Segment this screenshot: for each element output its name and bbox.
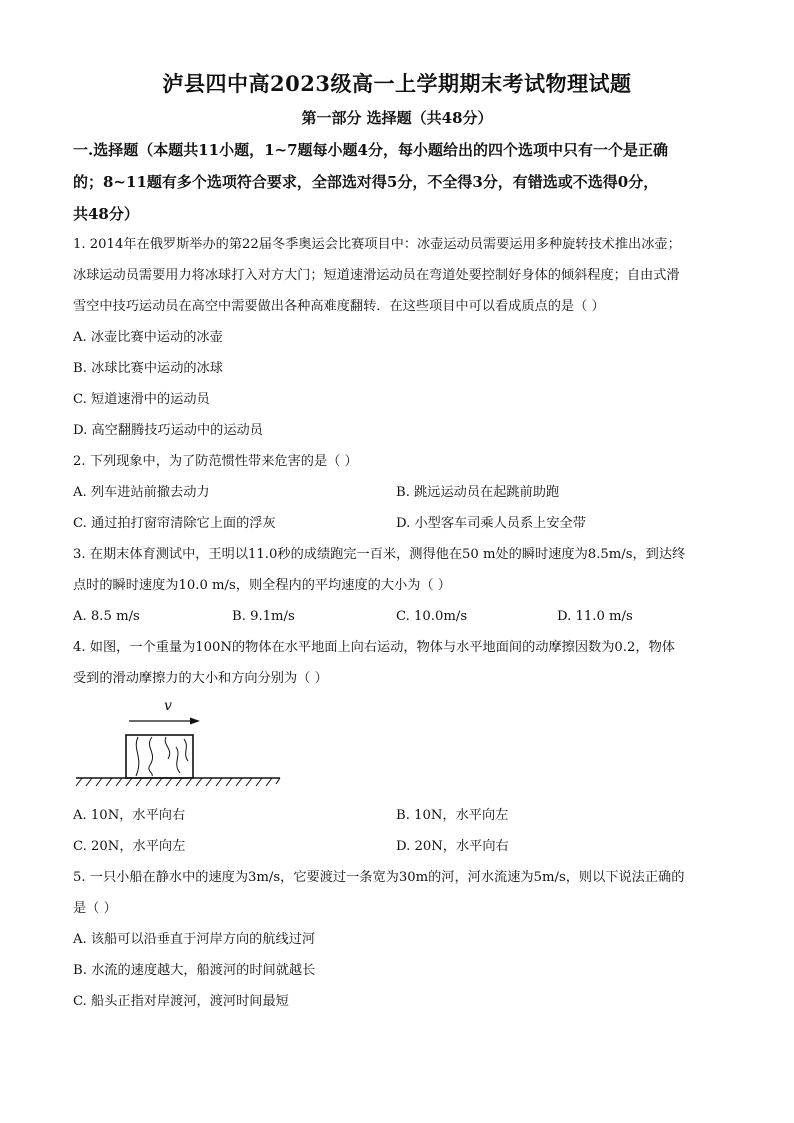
- ground-hatching: [76, 778, 280, 786]
- q5-stem-line: 是（ ）: [73, 901, 117, 916]
- q4-option-a[interactable]: A. 10N，水平向右: [73, 808, 186, 823]
- section-line: 的；8~11题有多个选项符合要求，全部选对得5分，不全得3分，有错选或不选得0分，: [73, 173, 659, 191]
- q5-option-c[interactable]: C. 船头正指对岸渡河，渡河时间最短: [73, 994, 289, 1009]
- q5-option-b[interactable]: B. 水流的速度越大，船渡河的时间就越长: [73, 963, 316, 978]
- q3-option-b[interactable]: B. 9.1m/s: [232, 609, 295, 624]
- part-heading: 第一部分 选择题（共48分）: [301, 109, 493, 127]
- q3-option-a[interactable]: A. 8.5 m/s: [73, 609, 140, 624]
- q4-option-d[interactable]: D. 20N，水平向右: [396, 839, 509, 854]
- q4-option-b[interactable]: B. 10N，水平向左: [396, 808, 509, 823]
- q3-stem-line: 3. 在期末体育测试中，王明以11.0秒的成绩跑完一百米，测得他在50 m处的瞬时速度为8.5m/s，到达终: [73, 547, 686, 562]
- velocity-arrow-head: [190, 718, 200, 725]
- q1-stem-line: 1. 2014年在俄罗斯举办的第22届冬季奥运会比赛项目中：冰壶运动员需要运用多种旋转技术推出冰壶；: [73, 237, 681, 252]
- q2-option-d[interactable]: D. 小型客车司乘人员系上安全带: [396, 516, 586, 531]
- block-on-ground-diagram: [72, 695, 282, 795]
- q1-option-a[interactable]: A. 冰壶比赛中运动的冰壶: [73, 330, 223, 345]
- section-instructions: [73, 134, 733, 230]
- q1-option-b[interactable]: B. 冰球比赛中运动的冰球: [73, 361, 223, 376]
- q2-option-a[interactable]: A. 列车进站前撤去动力: [73, 485, 210, 500]
- q1-stem-line: 雪空中技巧运动员在高空中需要做出各种高难度翻转．在这些项目中可以看成质点的是（ ）: [73, 299, 605, 314]
- q2-option-c[interactable]: C. 通过拍打窗帘清除它上面的浮灰: [73, 516, 276, 531]
- q4-stem-line: 4. 如图，一个重量为100N的物体在水平地面上向右运动，物体与水平地面间的动摩擦因数为0.2，物体: [73, 640, 675, 655]
- q4-figure: [72, 695, 282, 795]
- q3-option-c[interactable]: C. 10.0m/s: [396, 609, 468, 624]
- q1-option-d[interactable]: D. 高空翻腾技巧运动中的运动员: [73, 423, 263, 438]
- q3-option-d[interactable]: D. 11.0 m/s: [557, 609, 633, 624]
- q5-option-a[interactable]: A. 该船可以沿垂直于河岸方向的航线过河: [73, 932, 316, 947]
- velocity-label: v: [164, 698, 172, 714]
- q2-option-b[interactable]: B. 跳远运动员在起跳前助跑: [396, 485, 560, 500]
- q4-stem-line: 受到的滑动摩擦力的大小和方向分别为（ ）: [73, 671, 328, 686]
- block: [126, 735, 193, 778]
- q5-stem-line: 5. 一只小船在静水中的速度为3m/s，它要渡过一条宽为30m的河，河水流速为5m/s，则以下说法正确的: [73, 870, 685, 885]
- q1-option-c[interactable]: C. 短道速滑中的运动员: [73, 392, 210, 407]
- q4-option-c[interactable]: C. 20N，水平向左: [73, 839, 186, 854]
- q2-stem: 2. 下列现象中，为了防范惯性带来危害的是（ ）: [73, 454, 358, 469]
- section-line: 一.选择题（本题共11小题，1~7题每小题4分，每小题给出的四个选项中只有一个是正确: [73, 141, 668, 159]
- q3-stem-line: 点时的瞬时速度为10.0 m/s，则全程内的平均速度的大小为（ ）: [73, 578, 451, 593]
- section-line: 共48分）: [73, 205, 139, 223]
- q1-stem-line: 冰球运动员需要用力将冰球打入对方大门；短道速滑运动员在弯道处要控制好身体的倾斜程度；自由式滑: [73, 268, 680, 283]
- page-title: 泸县四中高2023级高一上学期期末考试物理试题: [162, 71, 632, 96]
